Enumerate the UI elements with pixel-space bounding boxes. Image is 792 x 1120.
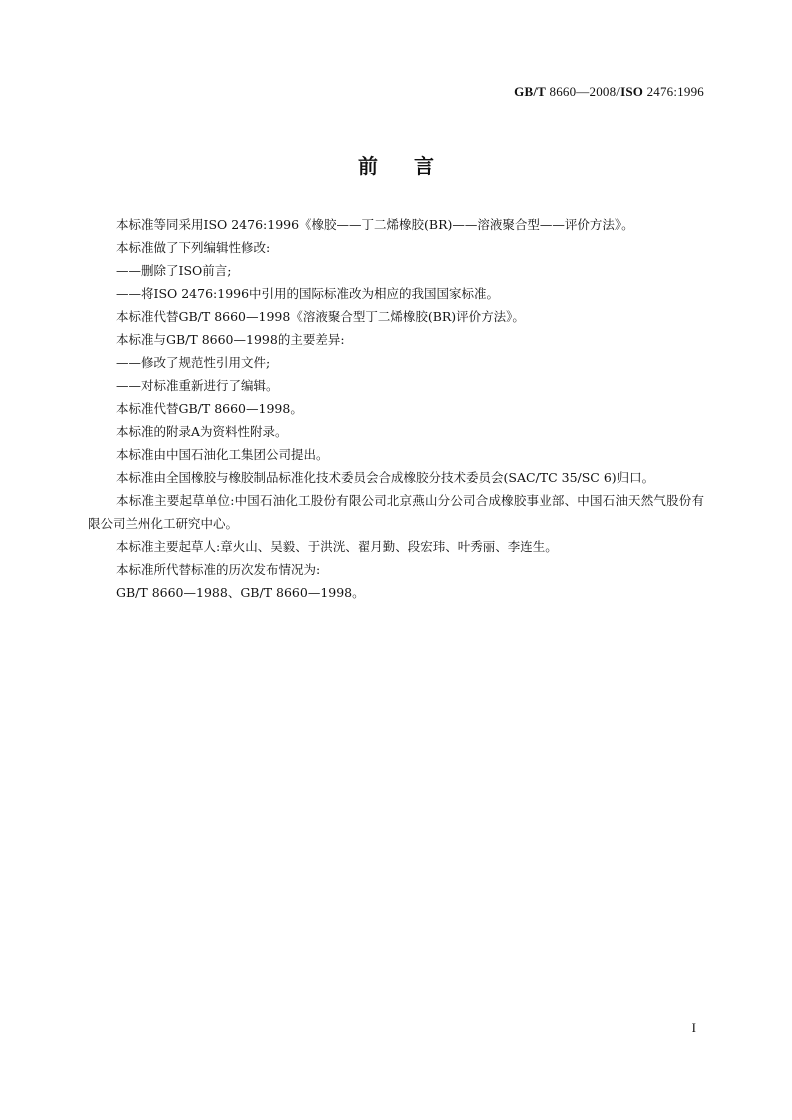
list-item-remove-iso-foreword: ——删除了ISO前言; <box>116 263 232 278</box>
paragraph-replaces: 本标准代替GB/T 8660—1998《溶液聚合型丁二烯橡胶(BR)评价方法》。 <box>116 309 525 324</box>
list-item-re-edited: ——对标准重新进行了编辑。 <box>116 378 279 393</box>
iso-prefix: ISO <box>620 84 644 99</box>
standard-code-header <box>514 84 704 100</box>
paragraph-proposed-by: 本标准由中国石油化工集团公司提出。 <box>116 447 329 462</box>
list-item-replace-references: ——将ISO 2476:1996中引用的国际标准改为相应的我国国家标准。 <box>116 286 500 301</box>
paragraph-drafters: 本标准主要起草人:章火山、吴毅、于洪洸、翟月勤、段宏玮、叶秀丽、李连生。 <box>116 539 558 554</box>
list-item-normative-references: ——修改了规范性引用文件; <box>116 355 271 370</box>
paragraph-main-differences: 本标准与GB/T 8660—1998的主要差异: <box>116 332 345 347</box>
iso-number: 2476:1996 <box>643 84 704 99</box>
paragraph-history-list: GB/T 8660—1988、GB/T 8660—1998。 <box>116 585 365 600</box>
std-prefix: GB/T <box>514 84 547 99</box>
std-number: 8660—2008/ <box>546 84 621 99</box>
paragraph-technical-committee: 本标准由全国橡胶与橡胶制品标准化技术委员会合成橡胶分技术委员会(SAC/TC 35/SC 6)归口。 <box>116 470 655 485</box>
foreword-body <box>88 213 704 604</box>
page-title: 前言 <box>358 154 470 178</box>
paragraph-replaces-short: 本标准代替GB/T 8660—1998。 <box>116 401 303 416</box>
page-number: I <box>691 1020 696 1035</box>
paragraph-annex: 本标准的附录A为资料性附录。 <box>116 424 288 439</box>
paragraph-drafting-units: 本标准主要起草单位:中国石油化工股份有限公司北京燕山分公司合成橡胶事业部、中国石油天然气股份有限公司兰州化工研究中心。 <box>88 493 704 531</box>
paragraph-history: 本标准所代替标准的历次发布情况为: <box>116 562 321 577</box>
paragraph-editorial-changes: 本标准做了下列编辑性修改: <box>116 240 271 255</box>
paragraph-adoption: 本标准等同采用ISO 2476:1996《橡胶——丁二烯橡胶(BR)——溶液聚合型——评价方法》。 <box>116 217 634 232</box>
